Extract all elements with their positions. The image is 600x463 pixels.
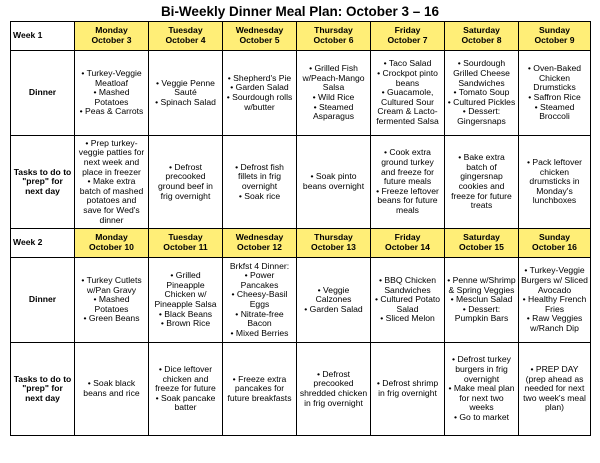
task-item: • Defrost precooked ground beef in frig overnight bbox=[158, 161, 213, 201]
day-name: Monday bbox=[95, 25, 128, 36]
task-item: • Soak black beans and rice bbox=[83, 378, 140, 398]
menu-item: • Crockpot pinto beans bbox=[377, 68, 438, 88]
day-date: October 12 bbox=[237, 242, 282, 252]
dinner-cell bbox=[223, 51, 297, 136]
task-item: • Make meal plan for next two weeks bbox=[448, 383, 515, 413]
day-date: October 11 bbox=[163, 242, 208, 252]
menu-item: • Raw Veggies w/Ranch Dip bbox=[526, 313, 583, 333]
day-name: Sunday bbox=[538, 232, 571, 243]
day-header bbox=[223, 22, 297, 51]
task-cell bbox=[149, 136, 223, 229]
tasks-row-label: Tasks to do to "prep" for next day bbox=[11, 343, 75, 436]
dinner-cell bbox=[519, 51, 591, 136]
day-date: October 8 bbox=[461, 35, 502, 45]
day-date: October 10 bbox=[89, 242, 134, 252]
dinner-row-label: Dinner bbox=[11, 51, 75, 136]
dinner-cell bbox=[223, 258, 297, 343]
dinner-cell bbox=[149, 258, 223, 343]
dinner-row bbox=[11, 51, 591, 136]
menu-item: • Nitrate-free Bacon bbox=[235, 308, 284, 329]
dinner-cell bbox=[445, 51, 519, 136]
menu-item: • Black Beans bbox=[158, 308, 213, 319]
day-name: Friday bbox=[394, 232, 421, 243]
menu-item: • Grilled Pineapple Chicken w/ Pineapple Salsa bbox=[154, 270, 217, 309]
task-item: • Defrost fish fillets in frig overnight bbox=[235, 161, 284, 191]
dinner-cell bbox=[445, 258, 519, 343]
meal-plan-table bbox=[10, 21, 591, 436]
task-item: • Pack leftover chicken drumsticks in Monday's lunchboxes bbox=[526, 157, 583, 206]
menu-item: • Oven-Baked Chicken Drumsticks bbox=[527, 63, 582, 93]
day-header bbox=[297, 229, 371, 258]
day-date: October 15 bbox=[459, 242, 504, 252]
day-date: October 9 bbox=[534, 35, 575, 45]
dinner-row bbox=[11, 258, 591, 343]
dinner-cell bbox=[519, 258, 591, 343]
dinner-cell bbox=[371, 51, 445, 136]
day-name: Wednesday bbox=[235, 25, 284, 36]
day-date: October 4 bbox=[165, 35, 206, 45]
menu-item: • Green Beans bbox=[83, 313, 140, 324]
day-name: Tuesday bbox=[168, 232, 203, 243]
week-header-row bbox=[11, 229, 591, 258]
task-cell bbox=[75, 136, 149, 229]
menu-item: • Sliced Melon bbox=[380, 313, 435, 324]
task-cell bbox=[519, 343, 591, 436]
task-cell bbox=[75, 343, 149, 436]
menu-item: • Garden Salad bbox=[304, 303, 363, 314]
day-name: Saturday bbox=[463, 25, 500, 36]
day-header bbox=[149, 229, 223, 258]
day-header bbox=[445, 22, 519, 51]
menu-item: • Cheesy-Basil Eggs bbox=[231, 289, 288, 309]
week-label: Week 2 bbox=[11, 229, 75, 258]
task-cell bbox=[371, 136, 445, 229]
dinner-cell bbox=[149, 51, 223, 136]
task-cell bbox=[445, 343, 519, 436]
task-item: • Freeze extra pancakes for future breakfasts bbox=[227, 373, 292, 403]
menu-item: • Garden Salad bbox=[230, 82, 289, 93]
menu-item: • Penne w/Shrimp & Spring Veggies bbox=[447, 275, 516, 295]
menu-item: • Grilled Fish w/Peach-Mango Salsa bbox=[302, 63, 365, 93]
day-date: October 13 bbox=[311, 242, 356, 252]
menu-item: • Mashed Potatoes bbox=[93, 294, 130, 314]
menu-item: • Dessert: Pumpkin Bars bbox=[454, 303, 509, 324]
task-item: • PREP DAY (prep ahead as needed for next two week's meal plan) bbox=[523, 364, 586, 413]
dinner-row-label: Dinner bbox=[11, 258, 75, 343]
dinner-cell bbox=[297, 258, 371, 343]
menu-item: • Turkey-Veggie Burgers w/ Sliced Avocado bbox=[521, 265, 588, 295]
day-date: October 6 bbox=[313, 35, 354, 45]
menu-item: • Steamed Broccoli bbox=[534, 101, 575, 122]
day-header bbox=[519, 22, 591, 51]
menu-item: • Shepherd's Pie bbox=[227, 72, 292, 83]
menu-item: • Healthy French Fries bbox=[522, 294, 587, 314]
task-cell bbox=[371, 343, 445, 436]
day-header bbox=[519, 229, 591, 258]
day-date: October 3 bbox=[91, 35, 132, 45]
day-name: Saturday bbox=[463, 232, 500, 243]
task-item: • Defrost turkey burgers in frig overnight bbox=[452, 354, 511, 384]
task-item: • Dice leftover chicken and freeze for future bbox=[155, 364, 216, 394]
task-cell bbox=[297, 136, 371, 229]
task-item: • Make extra batch of mashed potatoes and save for Wed's dinner bbox=[79, 176, 144, 225]
week-header-row bbox=[11, 22, 591, 51]
day-date: October 16 bbox=[532, 242, 577, 252]
menu-item: • Mixed Berries bbox=[230, 327, 289, 338]
task-cell bbox=[149, 343, 223, 436]
task-item: • Cook extra ground turkey and freeze for future meals bbox=[380, 147, 435, 187]
task-item: • Soak pancake batter bbox=[155, 392, 216, 413]
menu-item: • Sourdough rolls w/butter bbox=[226, 92, 293, 112]
tasks-row bbox=[11, 136, 591, 229]
dinner-cell bbox=[75, 258, 149, 343]
week-label: Week 1 bbox=[11, 22, 75, 51]
menu-item: • Veggie Calzones bbox=[315, 284, 352, 305]
menu-item: • Tomato Soup bbox=[453, 87, 510, 98]
menu-item: • Cultured Pickles bbox=[447, 96, 516, 107]
day-header bbox=[371, 229, 445, 258]
task-item: • Freeze leftover beans for future meals bbox=[376, 185, 439, 215]
menu-item: • Spinach Salad bbox=[155, 96, 216, 107]
menu-item: • Taco Salad bbox=[383, 58, 432, 69]
task-item: • Defrost precooked shredded chicken in frig overnight bbox=[299, 368, 368, 408]
task-item: • Bake extra batch of gingersnap cookies and freeze for future treats bbox=[451, 152, 512, 211]
menu-item: • Turkey-Veggie Meatloaf bbox=[81, 68, 142, 88]
menu-item: • Saffron Rice bbox=[528, 92, 581, 102]
task-item: • Prep turkey-veggie patties for next week and place in freezer bbox=[78, 137, 145, 177]
day-name: Tuesday bbox=[168, 25, 203, 36]
menu-item: • Turkey Cutlets w/Pan Gravy bbox=[81, 275, 142, 295]
task-item: • Go to market bbox=[453, 411, 510, 422]
task-item: • Soak rice bbox=[238, 190, 281, 201]
menu-item: • Sourdough Grilled Cheese Sandwiches bbox=[453, 58, 510, 88]
day-header bbox=[75, 22, 149, 51]
dinner-cell bbox=[75, 51, 149, 136]
menu-item: • BBQ Chicken Sandwiches bbox=[379, 275, 436, 295]
day-name: Monday bbox=[95, 232, 128, 243]
day-name: Thursday bbox=[314, 25, 353, 36]
day-name: Sunday bbox=[538, 25, 571, 36]
dinner-cell bbox=[371, 258, 445, 343]
dinner-cell bbox=[297, 51, 371, 136]
day-header bbox=[223, 229, 297, 258]
day-name: Wednesday bbox=[235, 232, 284, 243]
menu-item: • Brown Rice bbox=[160, 318, 211, 329]
menu-item: • Veggie Penne Sauté bbox=[156, 77, 215, 98]
day-header bbox=[75, 229, 149, 258]
task-cell bbox=[223, 343, 297, 436]
menu-item: • Peas & Carrots bbox=[79, 106, 144, 117]
task-item: • Defrost shrimp in frig overnight bbox=[376, 378, 439, 398]
menu-item: • Mashed Potatoes bbox=[93, 87, 130, 107]
menu-item: Brkfst 4 Dinner: bbox=[229, 260, 290, 271]
menu-item: • Steamed Asparagus bbox=[312, 101, 355, 122]
day-header bbox=[445, 229, 519, 258]
task-cell bbox=[445, 136, 519, 229]
task-cell bbox=[519, 136, 591, 229]
day-header bbox=[149, 22, 223, 51]
menu-item: • Dessert: Gingersnaps bbox=[457, 106, 506, 126]
tasks-row-label: Tasks to do to "prep" for next day bbox=[11, 136, 75, 229]
page-title: Bi-Weekly Dinner Meal Plan: October 3 – 16 bbox=[160, 4, 440, 19]
day-header bbox=[371, 22, 445, 51]
task-cell bbox=[223, 136, 297, 229]
day-name: Friday bbox=[394, 25, 421, 36]
menu-item: • Guacamole, Cultured Sour Cream & Lacto-fermented Salsa bbox=[376, 87, 439, 126]
tasks-row bbox=[11, 343, 591, 436]
day-header bbox=[297, 22, 371, 51]
day-date: October 14 bbox=[385, 242, 430, 252]
menu-item: • Wild Rice bbox=[312, 92, 355, 102]
task-item: • Soak pinto beans overnight bbox=[302, 171, 365, 191]
day-date: October 5 bbox=[239, 35, 280, 45]
menu-item: • Mesclun Salad bbox=[450, 294, 513, 305]
day-date: October 7 bbox=[387, 35, 428, 45]
menu-item: • Cultured Potato Salad bbox=[374, 294, 441, 314]
menu-item: • Power Pancakes bbox=[240, 270, 279, 290]
task-cell bbox=[297, 343, 371, 436]
day-name: Thursday bbox=[314, 232, 353, 243]
